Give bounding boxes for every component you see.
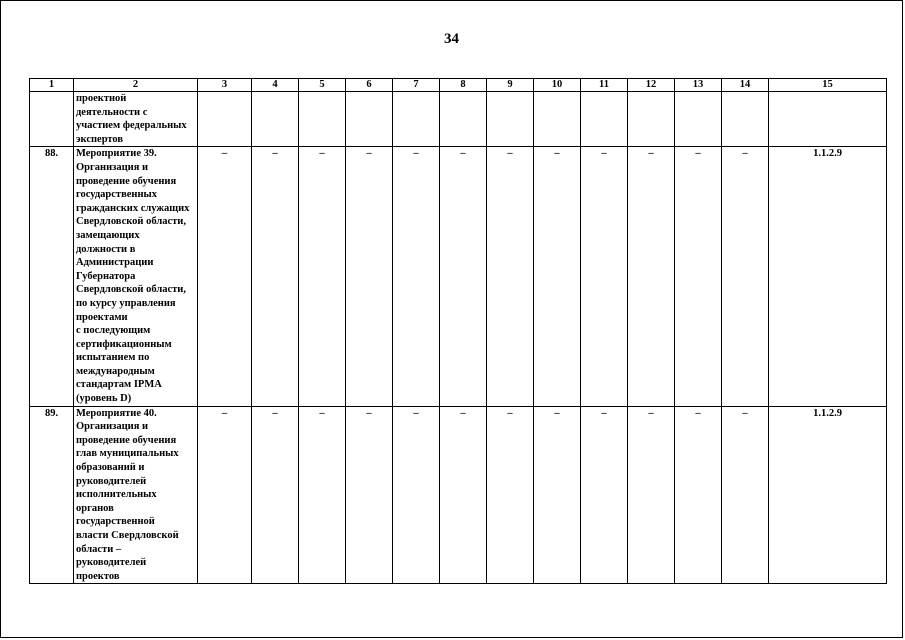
activities-table [29, 78, 887, 584]
value-cell: – [722, 147, 769, 406]
value-cell [581, 92, 628, 147]
activity-name-line: исполнительных [76, 489, 157, 501]
activity-name-line: проведение обучения [76, 434, 177, 446]
value-cell: – [299, 406, 346, 584]
header-row [30, 79, 887, 92]
value-cell: – [198, 406, 252, 584]
column-header: 1 [30, 79, 74, 92]
column-header: 14 [722, 79, 769, 92]
table-body [30, 92, 887, 584]
value-cell [440, 92, 487, 147]
activity-name-line: стандартам IPMA [76, 379, 162, 391]
activity-name-line: руководителей [76, 475, 147, 487]
value-cell: – [581, 147, 628, 406]
activity-name-line: испытанием по [76, 352, 150, 364]
activity-name-line: должности в [76, 243, 136, 255]
value-cell: – [346, 147, 393, 406]
value-cell: – [198, 147, 252, 406]
value-cell: – [581, 406, 628, 584]
activity-name-line: экспертов [76, 133, 124, 145]
activity-name-line: деятельности с [76, 106, 148, 118]
activity-name-line: участием федеральных [76, 120, 187, 132]
value-cell [299, 92, 346, 147]
activity-name-line: международным [76, 365, 155, 377]
activity-name [74, 406, 198, 584]
column-header: 11 [581, 79, 628, 92]
value-cell: – [393, 406, 440, 584]
row-number [30, 92, 74, 147]
activity-name-line: Свердловской области, [76, 284, 186, 296]
activity-name-line: (уровень D) [76, 393, 132, 405]
activity-name-line: государственных [76, 189, 157, 201]
table-row [30, 92, 887, 147]
activity-name-line: Мероприятие 40. [76, 407, 157, 419]
activity-name-line: Администрации [76, 257, 154, 269]
activity-name [74, 147, 198, 406]
value-cell [534, 92, 581, 147]
activity-name-line: образований и [76, 462, 145, 474]
target-code: 1.1.2.9 [769, 147, 887, 406]
activity-name-line: сертификационным [76, 338, 172, 350]
column-header: 9 [487, 79, 534, 92]
value-cell: – [252, 406, 299, 584]
column-header: 13 [675, 79, 722, 92]
activity-name-line: Организация и [76, 161, 149, 173]
value-cell: – [628, 147, 675, 406]
value-cell [628, 92, 675, 147]
value-cell: – [299, 147, 346, 406]
table-row [30, 406, 887, 584]
activity-name-line: по курсу управления [76, 297, 176, 309]
activity-name-line: Губернатора [76, 270, 136, 282]
value-cell: – [534, 147, 581, 406]
activity-name-line: гражданских служащих [76, 202, 190, 214]
activity-name-line: руководителей [76, 557, 147, 569]
column-header: 7 [393, 79, 440, 92]
activity-name-line: проектной [76, 93, 127, 104]
value-cell: – [252, 147, 299, 406]
value-cell [722, 92, 769, 147]
activity-name-line: Организация и [76, 421, 149, 433]
value-cell: – [722, 406, 769, 584]
column-header: 8 [440, 79, 487, 92]
column-header: 10 [534, 79, 581, 92]
value-cell [346, 92, 393, 147]
activity-name-line: органов [76, 502, 114, 514]
column-header: 3 [198, 79, 252, 92]
value-cell: – [487, 147, 534, 406]
value-cell [675, 92, 722, 147]
column-header: 6 [346, 79, 393, 92]
value-cell: – [440, 406, 487, 584]
value-cell: – [346, 406, 393, 584]
activity-name-line: Свердловской области, [76, 216, 186, 228]
value-cell [252, 92, 299, 147]
activity-name-line: замещающих [76, 229, 140, 241]
value-cell: – [675, 406, 722, 584]
target-code [769, 92, 887, 147]
column-header: 5 [299, 79, 346, 92]
value-cell: – [487, 406, 534, 584]
activity-name-line: проведение обучения [76, 175, 177, 187]
value-cell: – [393, 147, 440, 406]
value-cell [487, 92, 534, 147]
table-row [30, 147, 887, 406]
activity-name-line: проектов [76, 570, 120, 582]
activity-name-line: Мероприятие 39. [76, 148, 157, 160]
activity-name-line: государственной [76, 516, 155, 528]
value-cell: – [628, 406, 675, 584]
value-cell: – [440, 147, 487, 406]
activity-name-line: глав муниципальных [76, 448, 179, 460]
value-cell: – [675, 147, 722, 406]
value-cell: – [534, 406, 581, 584]
activity-name [74, 92, 198, 147]
page-number: 34 [444, 31, 459, 47]
activity-name-line: с последующим [76, 325, 151, 337]
column-header: 15 [769, 79, 887, 92]
row-number: 89. [30, 406, 74, 584]
row-number: 88. [30, 147, 74, 406]
activity-name-line: проектами [76, 311, 128, 323]
value-cell [393, 92, 440, 147]
column-header: 12 [628, 79, 675, 92]
column-header: 2 [74, 79, 198, 92]
activity-name-line: власти Свердловской [76, 530, 179, 541]
activity-name-line: области – [76, 543, 122, 555]
column-header: 4 [252, 79, 299, 92]
target-code: 1.1.2.9 [769, 406, 887, 584]
value-cell [198, 92, 252, 147]
